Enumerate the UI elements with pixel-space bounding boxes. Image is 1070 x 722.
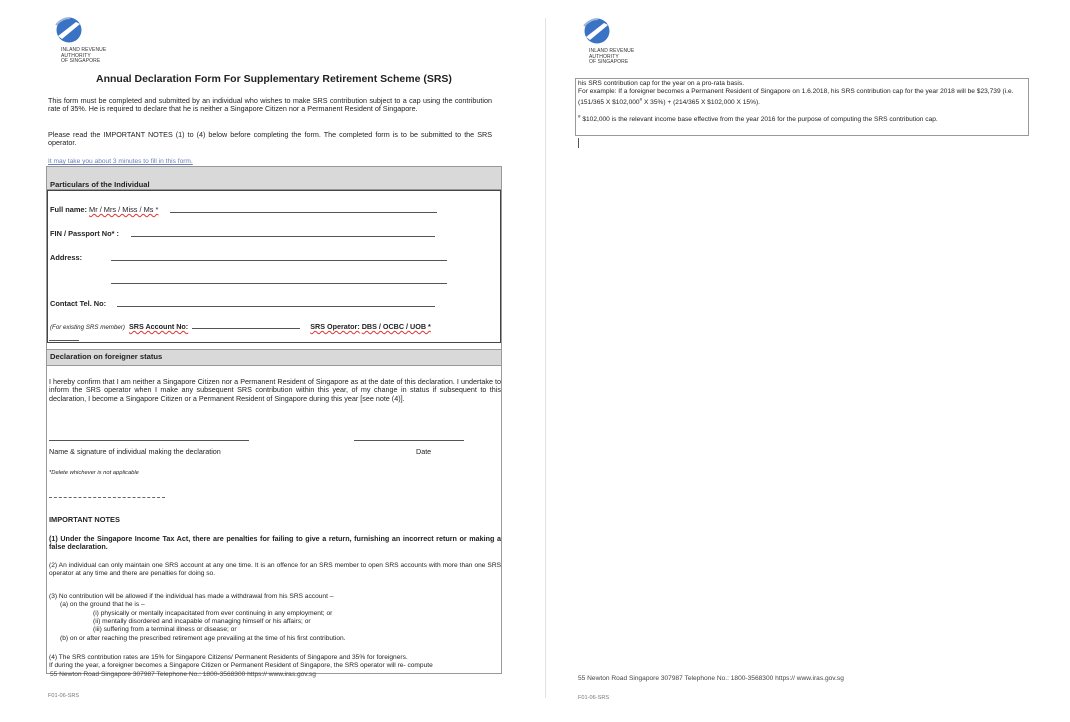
form-page-2 — [546, 0, 1070, 722]
date-label: Date — [416, 447, 432, 456]
section-declaration-header: Declaration on foreigner status — [46, 349, 502, 366]
srs-operator-options[interactable]: DBS / OCBC / UOB * — [361, 322, 431, 331]
signature-line[interactable] — [49, 440, 249, 441]
note-3-iii: (iii) suffering from a terminal illness or disease; or — [93, 626, 237, 633]
srs-account-input[interactable] — [192, 328, 300, 329]
intro-paragraph-2: Please read the IMPORTANT NOTES (1) to (4) below before completing the form. The completed form is to be submitted to the SRS operator. — [48, 130, 492, 148]
notes-separator — [49, 497, 165, 498]
example-superscript: # — [639, 97, 643, 102]
note-4-continued-1: his SRS contribution cap for the year on a pro-rata basis. — [578, 80, 745, 87]
existing-member-note: (For existing SRS member) — [50, 324, 125, 331]
address-label: Address: — [50, 253, 83, 262]
note-4-line-1: (4) The SRS contribution rates are 15% for Singapore Citizens/ Permanent Residents of Singapore and 35% for foreigners. — [49, 654, 408, 661]
page2-footer: 55 Newton Road Singapore 307987 Telephone No.: 1800-3568300 https:// www.iras.gov.sg — [578, 675, 844, 682]
footnote-text: $102,000 is the relevant income base effective from the year 2016 for the purpose of computing the SRS contribution cap. — [580, 116, 938, 124]
page2-form-code: F01-06-SRS — [578, 695, 610, 701]
declaration-text: I hereby confirm that I am neither a Singapore Citizen nor a Permanent Resident of Singapore as at the date of this declaration. I undertake to inform the SRS operator when I make any subsequent SRS contribution within this year, of my change in status if subsequent to this declaration, I become a Singapore Citizen or a Permanent Resident of Singapore during this year [see note (4)]. — [49, 377, 501, 403]
note-3-a: (a) on the ground that he is – — [60, 601, 145, 608]
srs-account-row — [50, 322, 431, 331]
logo-line-1: INLAND REVENUE — [589, 48, 635, 54]
fin-label: FIN / Passport No* : — [50, 229, 119, 238]
note-2: (2) An individual can only maintain one SRS account at any one time. It is an offence for an SRS member to open SRS accounts with more than one SRS operator at any time and there are penalties for doing so. — [49, 562, 501, 577]
logo-line-3: OF SINGAPORE — [61, 58, 101, 64]
srs-account-label: SRS Account No: — [128, 322, 189, 331]
logo-line-2: AUTHORITY — [589, 53, 619, 60]
form-title: Annual Declaration Form For Supplementary Retirement Scheme (SRS) — [96, 73, 452, 85]
text-cursor — [578, 138, 579, 148]
income-base-footnote — [578, 113, 1026, 124]
iras-logo-icon — [52, 16, 86, 46]
footnote-mark: # — [578, 114, 581, 119]
full-name-label: Full name: — [50, 205, 87, 214]
operator-continuation-line — [49, 340, 79, 341]
section-particulars-header: Particulars of the Individual — [46, 166, 502, 190]
srs-operator-label: SRS Operator: — [310, 322, 360, 331]
address-input-line-1[interactable] — [111, 260, 447, 261]
full-name-options[interactable]: Mr / Mrs / Miss / Ms * — [89, 205, 159, 214]
note-4-line-2: If during the year, a foreigner becomes a Singapore Citizen or Permanent Resident of Singapore, the SRS operator will re- compute — [49, 662, 433, 669]
delete-note: *Delete whichever is not applicable — [49, 470, 139, 476]
logo-line-2: AUTHORITY — [61, 52, 91, 59]
example-text: For example: If a foreigner becomes a Permanent Resident of Singapore on 1.6.2018, his SRS contribution cap for the year 2018 will be $23,739 (i.e. (151/365 X $102,000 — [578, 88, 1014, 107]
page1-footer: 55 Newton Road Singapore 307987 Telephone No.: 1800-3568300 https:// www.iras.gov.sg — [50, 671, 316, 678]
note-3-b: (b) on or after reaching the prescribed retirement age prevailing at the time of his first contribution. — [60, 635, 346, 642]
iras-logo-page2 — [580, 17, 634, 66]
iras-logo-icon — [580, 17, 614, 47]
date-line[interactable] — [354, 440, 464, 441]
fin-input[interactable] — [131, 236, 435, 237]
address-input-line-2[interactable] — [111, 283, 447, 284]
note-3-ii: (ii) mentally disordered and incapable of managing himself or his affairs; or — [93, 618, 311, 625]
signature-label: Name & signature of individual making the declaration — [49, 447, 221, 456]
note-3-intro: (3) No contribution will be allowed if the individual has made a withdrawal from his SRS account – — [49, 593, 334, 600]
intro-paragraph-1: This form must be completed and submitted by an individual who wishes to make SRS contribution subject to a cap using the contribution rate of 35%. He is required to declare that he is neither a Singapore Citizen nor a Permanent Resident of Singapore. — [48, 96, 492, 114]
full-name-row — [50, 205, 158, 214]
note-1: (1) Under the Singapore Income Tax Act, there are penalties for failing to give a return, furnishing an incorrect return or making a false declaration. — [49, 534, 501, 552]
note-4-example — [578, 88, 1026, 107]
time-note: It may take you about 3 minutes to fill in this form. — [48, 158, 193, 165]
iras-logo — [52, 16, 106, 65]
note-3-i: (i) physically or mentally incapacitated from ever continuing in any employment; or — [93, 610, 333, 617]
important-notes-heading: IMPORTANT NOTES — [49, 515, 120, 524]
contact-input[interactable] — [117, 306, 435, 307]
page1-form-code: F01-06-SRS — [48, 693, 80, 699]
contact-label: Contact Tel. No: — [50, 299, 107, 308]
full-name-input[interactable] — [170, 212, 437, 213]
example-text-end: X 35%) + (214/365 X $102,000 X 15%). — [642, 99, 760, 107]
logo-line-3: OF SINGAPORE — [589, 59, 629, 65]
logo-line-1: INLAND REVENUE — [61, 47, 107, 53]
